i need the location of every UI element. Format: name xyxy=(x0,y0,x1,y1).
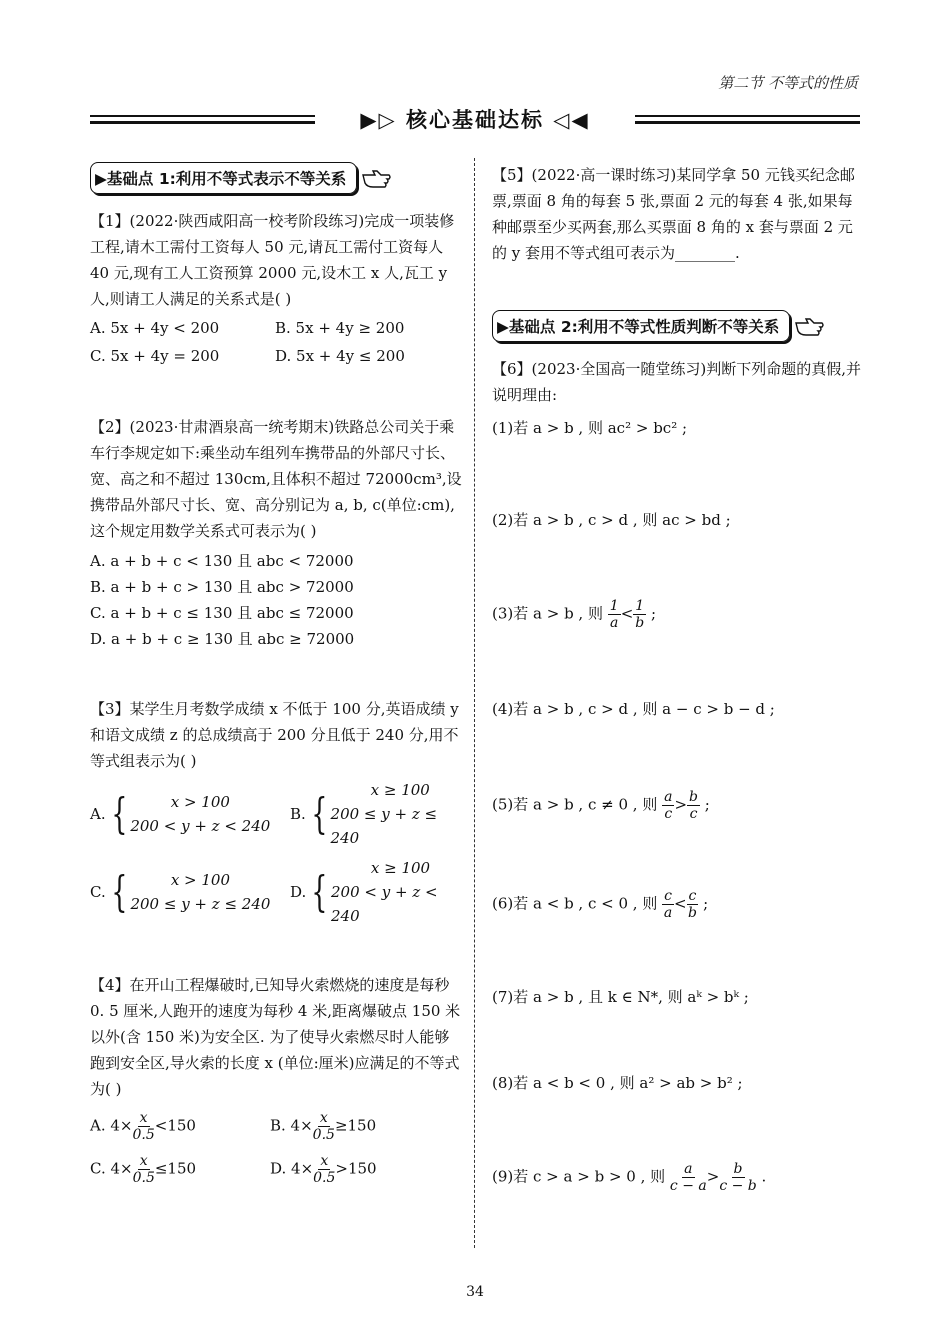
q2-option-b[interactable]: B. a + b + c > 130 且 abc > 72000 xyxy=(90,578,354,596)
q3-option-d[interactable]: D. { x ≥ 100 200 < y + z < 240 xyxy=(290,856,470,928)
s5-num2: b xyxy=(689,789,699,805)
pointing-hand-icon xyxy=(361,165,393,191)
s6-op: < xyxy=(673,894,687,913)
s6-end: ; xyxy=(703,894,709,913)
s9-prefix: (9)若 c > a > b > 0 , 则 xyxy=(492,1167,666,1186)
q3-option-b[interactable]: B. { x ≥ 100 200 ≤ y + z ≤ 240 xyxy=(290,778,470,850)
s9-num2: b xyxy=(733,1161,743,1177)
q2-option-c[interactable]: C. a + b + c ≤ 130 且 abc ≤ 72000 xyxy=(90,604,354,622)
s3-den2: b xyxy=(635,615,645,631)
s5-prefix: (5)若 a > b , c ≠ 0 , 则 xyxy=(492,795,658,814)
section-heading-2: ▶基础点 2:利用不等式性质判断不等关系 xyxy=(492,310,790,342)
banner xyxy=(90,104,860,136)
column-divider xyxy=(474,158,475,1248)
statement-3 xyxy=(492,598,864,631)
banner-title: ▶▷ 核心基础达标 ◁◀ xyxy=(360,108,590,132)
q3-option-c-label: C. xyxy=(90,883,106,901)
right-column xyxy=(492,162,864,1194)
pointing-hand-icon xyxy=(794,313,826,339)
q3-option-a[interactable]: A. { x > 100 200 < y + z < 240 xyxy=(90,789,271,838)
q1-option-d[interactable]: D. 5x + 4y ≤ 200 xyxy=(275,347,405,365)
s9-den1: c − a xyxy=(669,1178,707,1194)
s6-num2: c xyxy=(688,888,697,904)
q3-d-line2: 200 < y + z < 240 xyxy=(331,883,438,925)
q4-option-d[interactable] xyxy=(270,1153,450,1186)
q4-a-den: 0.5 xyxy=(132,1127,155,1143)
s9-den2: c − b xyxy=(719,1178,757,1194)
page-number: 34 xyxy=(466,1284,484,1300)
q4-c-num: x xyxy=(139,1153,148,1169)
q4-d-label: D. 4× xyxy=(270,1159,314,1178)
question-4-text: 【4】在开山工程爆破时,已知导火索燃烧的速度是每秒 0. 5 厘米,人跑开的速度为每秒 4 米,距离爆破点 150 米以外(含 150 米)为安全区. 为了使导火索燃尽时人能够跑到安全区,导火索的长度 x (单位:厘米)应满足的不等式为( ) xyxy=(90,976,461,1098)
s6-num1: c xyxy=(664,888,672,904)
question-6-text: 【6】(2023·全国高一随堂练习)判断下列命题的真假,并说明理由: xyxy=(492,360,861,404)
statement-2: (2)若 a > b , c > d , 则 ac > bd ; xyxy=(492,511,731,529)
s3-end: ; xyxy=(650,604,657,623)
q4-b-den: 0.5 xyxy=(312,1127,335,1143)
q2-option-a[interactable]: A. a + b + c < 130 且 abc < 72000 xyxy=(90,552,354,570)
left-column xyxy=(90,162,462,1186)
section-header: 第二节 不等式的性质 xyxy=(718,74,858,92)
s3-prefix: (3)若 a > b , 则 xyxy=(492,604,603,623)
q3-option-d-label: D. xyxy=(290,883,307,901)
question-4 xyxy=(90,972,462,1186)
question-2-text: 【2】(2023·甘肃酒泉高一统考期末)铁路总公司关于乘车行李规定如下:乘坐动车组列车携带品的外部尺寸长、宽、高之和不超过 130cm,且体积不超过 72000cm³,设携带品外部尺寸长、宽、高分别记为 a, b, c(单位:cm),这个规定用数学关系式可表示为( ) xyxy=(90,418,462,540)
q1-option-a[interactable]: A. 5x + 4y < 200 xyxy=(90,319,220,337)
q4-a-label: A. 4× xyxy=(90,1116,133,1135)
s9-num1: a xyxy=(684,1161,693,1177)
q4-option-c[interactable] xyxy=(90,1153,270,1186)
q3-c-line1: x > 100 xyxy=(170,871,231,889)
q4-d-den: 0.5 xyxy=(313,1170,336,1186)
q4-c-label: C. 4× xyxy=(90,1159,133,1178)
q4-a-op: <150 xyxy=(154,1116,196,1135)
statement-6 xyxy=(492,888,864,921)
q4-b-num: x xyxy=(319,1110,328,1126)
question-1 xyxy=(90,208,462,368)
question-2 xyxy=(90,414,462,652)
q3-a-line2: 200 < y + z < 240 xyxy=(130,817,271,835)
statement-1: (1)若 a > b , 则 ac² > bc² ; xyxy=(492,419,688,437)
q4-b-label: B. 4× xyxy=(270,1116,313,1135)
q4-b-op: ≥150 xyxy=(334,1116,377,1135)
q4-d-num: x xyxy=(320,1153,329,1169)
statement-7: (7)若 a > b , 且 k ∈ N*, 则 aᵏ > bᵏ ; xyxy=(492,988,749,1006)
q3-option-a-label: A. xyxy=(90,805,106,823)
q3-b-line2: 200 ≤ y + z ≤ 240 xyxy=(330,805,438,847)
statement-9 xyxy=(492,1161,864,1194)
q3-d-line1: x ≥ 100 xyxy=(370,859,431,877)
q3-c-line2: 200 ≤ y + z ≤ 240 xyxy=(130,895,271,913)
s3-num1: 1 xyxy=(609,598,619,614)
q4-c-op: ≤150 xyxy=(154,1159,197,1178)
s9-end: . xyxy=(761,1167,767,1186)
statement-4: (4)若 a > b , c > d , 则 a − c > b − d ; xyxy=(492,700,775,718)
q3-a-line1: x > 100 xyxy=(170,793,230,811)
s3-den1: a xyxy=(610,615,619,631)
q1-option-b[interactable]: B. 5x + 4y ≥ 200 xyxy=(275,319,405,337)
section-heading-1: ▶基础点 1:利用不等式表示不等关系 xyxy=(90,162,357,194)
question-3 xyxy=(90,696,462,928)
s5-op: > xyxy=(674,795,688,814)
q1-option-c[interactable]: C. 5x + 4y = 200 xyxy=(90,347,220,365)
q4-c-den: 0.5 xyxy=(132,1170,155,1186)
s6-prefix: (6)若 a < b , c < 0 , 则 xyxy=(492,894,658,913)
s3-op: < xyxy=(620,604,634,623)
s5-den2: c xyxy=(689,806,698,822)
s6-den1: a xyxy=(663,905,673,921)
q3-option-b-label: B. xyxy=(290,805,306,823)
s6-den2: b xyxy=(687,905,697,921)
statement-8: (8)若 a < b < 0 , 则 a² > ab > b² ; xyxy=(492,1074,743,1092)
s5-num1: a xyxy=(664,789,673,805)
q2-option-d[interactable]: D. a + b + c ≥ 130 且 abc ≥ 72000 xyxy=(90,630,355,648)
statement-5 xyxy=(492,789,864,822)
q4-option-a[interactable] xyxy=(90,1110,270,1143)
s3-num2: 1 xyxy=(635,598,645,614)
q3-b-line1: x ≥ 100 xyxy=(370,781,430,799)
q4-a-num: x xyxy=(139,1110,148,1126)
question-5-text: 【5】(2022·高一课时练习)某同学拿 50 元钱买纪念邮票,票面 8 角的每套 5 张,票面 2 元的每套 4 张,如果每种邮票至少买两套,那么买票面 8 角的 x 套与票面 2 元的 y 套用不等式组可表示为________. xyxy=(492,166,855,262)
question-3-text: 【3】某学生月考数学成绩 x 不低于 100 分,英语成绩 y 和语文成绩 z 的总成绩高于 200 分且低于 240 分,用不等式组表示为( ) xyxy=(90,700,459,770)
question-1-text: 【1】(2022·陕西咸阳高一校考阶段练习)完成一项装修工程,请木工需付工资每人 50 元,请瓦工需付工资每人 40 元,现有工人工资预算 2000 元,设木工 x 人,瓦工 y 人,则请工人满足的关系式是( ) xyxy=(90,212,455,308)
q4-option-b[interactable] xyxy=(270,1110,450,1143)
s9-op: > xyxy=(706,1167,720,1186)
s5-den1: c xyxy=(664,806,673,822)
q3-option-c[interactable]: C. { x > 100 200 ≤ y + z ≤ 240 xyxy=(90,867,271,916)
s5-end: ; xyxy=(704,795,710,814)
q4-d-op: >150 xyxy=(335,1159,377,1178)
